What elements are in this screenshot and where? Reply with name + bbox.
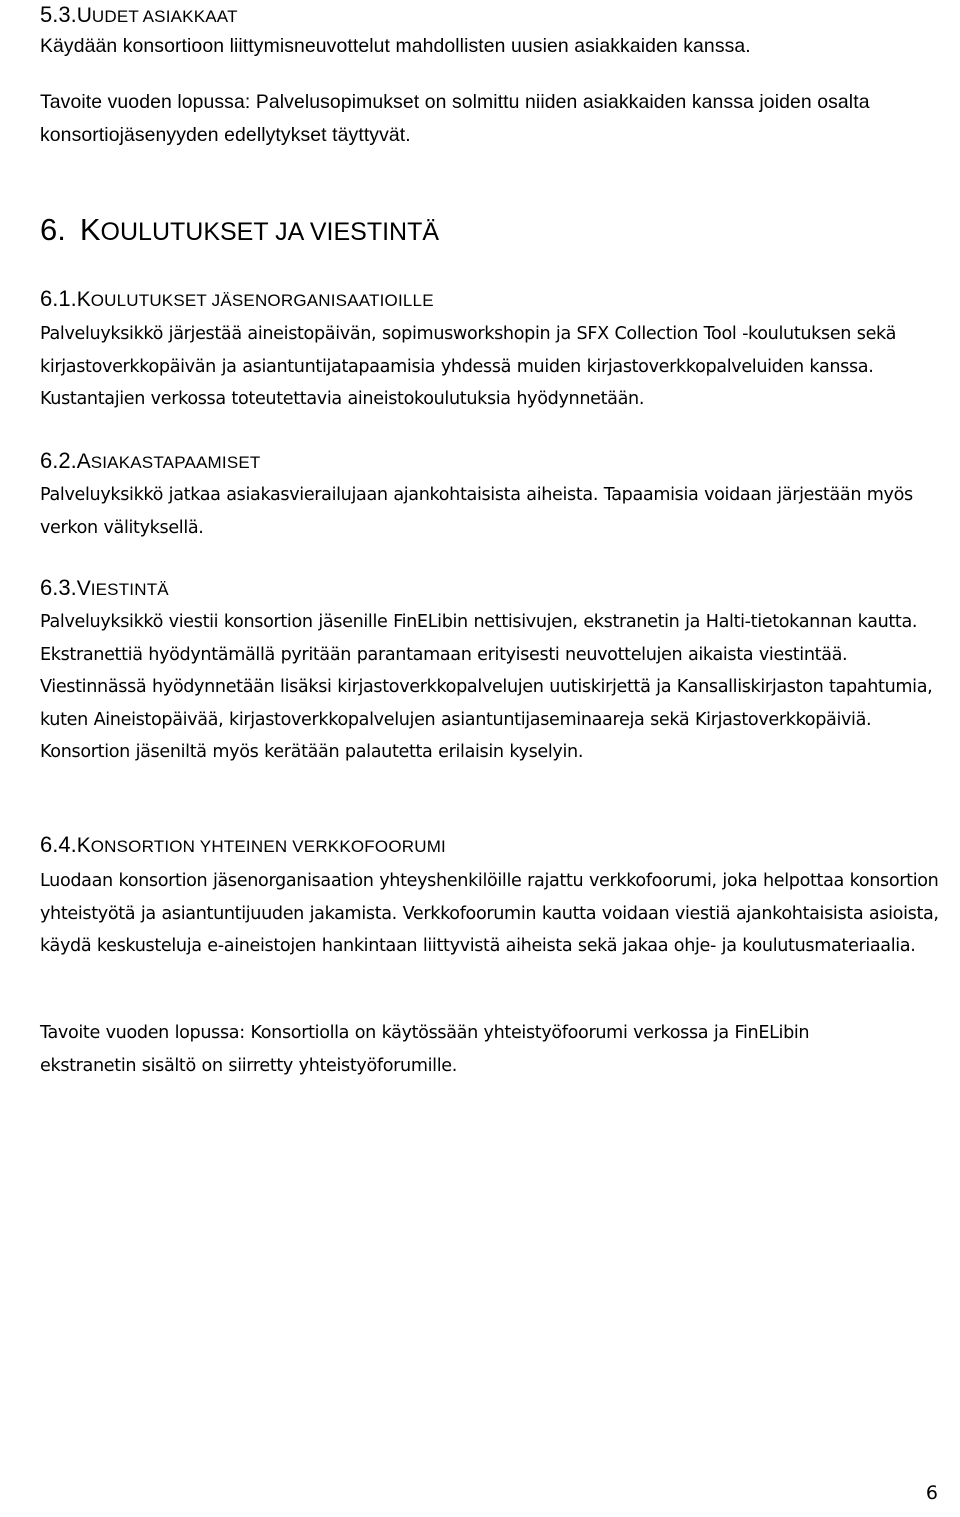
heading-rest: ONSORTION YHTEINEN VERKKOFOORUMI <box>90 837 446 856</box>
heading-number: 6. <box>40 212 66 247</box>
heading-rest: UDET ASIAKKAAT <box>91 7 238 26</box>
heading-number: 6.2. <box>40 448 77 473</box>
heading-rest: IESTINTÄ <box>90 580 169 599</box>
heading-lead: V <box>76 577 91 600</box>
paragraph-6-2: Palveluyksikkö jatkaa asiakasvierailujaan ajankohtaisista aiheista. Tapaamisia voidaan järjestään myös verkon välityksellä. <box>40 485 913 538</box>
heading-number: 6.4. <box>40 832 77 857</box>
heading-number: 6.3. <box>40 575 77 600</box>
heading-lead: K <box>79 212 101 247</box>
heading-lead: K <box>76 834 91 857</box>
heading-6-4 <box>40 832 950 860</box>
heading-6-2 <box>40 448 950 476</box>
heading-5-3 <box>40 2 950 30</box>
heading-rest: OULUTUKSET JA VIESTINTÄ <box>100 218 440 246</box>
paragraph-5-3-1: Käydään konsortioon liittymisneuvottelut mahdollisten uusien asiakkaiden kanssa. <box>40 35 751 57</box>
heading-6-3 <box>40 575 950 603</box>
paragraph-6-4-2: Tavoite vuoden lopussa: Konsortiolla on käytössään yhteistyöfoorumi verkossa ja FinELibin ekstranetin sisältö on siirretty yhteistyöforumille. <box>40 1023 810 1076</box>
heading-lead: U <box>76 4 92 27</box>
heading-number: 6.1. <box>40 286 77 311</box>
heading-rest: OULUTUKSET JÄSENORGANISAATIOILLE <box>90 291 434 310</box>
heading-number: 5.3. <box>40 2 77 27</box>
heading-lead: K <box>76 288 91 311</box>
heading-rest: SIAKASTAPAAMISET <box>90 453 261 472</box>
paragraph-5-3-2: Tavoite vuoden lopussa: Palvelusopimukset on solmittu niiden asiakkaiden kanssa joiden osalta konsortiojäsenyyden edellytykset täyttyvät. <box>40 91 870 146</box>
page-number: 6 <box>925 1482 938 1504</box>
paragraph-6-1: Palveluyksikkö järjestää aineistopäivän, sopimusworkshopin ja SFX Collection Tool -koulutuksen sekä kirjastoverkkopäivän ja asiantuntijatapaamisia yhdessä muiden kirjastoverkkopalveluiden kanssa. Kustantajien verkossa toteutettavia aineistokoulutuksia hyödynnetään. <box>40 324 896 409</box>
paragraph-6-3: Palveluyksikkö viestii konsortion jäsenille FinELibin nettisivujen, ekstranetin ja Halti-tietokannan kautta. Ekstranettiä hyödyntämällä pyritään parantamaan erityisesti neuvottelujen aikaista viestintää. Viestinnässä hyödynnetään lisäksi kirjastoverkkopalvelujen uutiskirjettä ja Kansalliskirjaston tapahtumia, kuten Aineistopäivää, kirjastoverkkopalvelujen asiantuntijaseminaareja sekä Kirjastoverkkopäiviä. Konsortion jäseniltä myös kerätään palautetta erilaisin kyselyin. <box>40 612 933 762</box>
heading-6 <box>40 212 950 250</box>
heading-lead: A <box>76 450 91 473</box>
paragraph-6-4-1: Luodaan konsortion jäsenorganisaation yhteyshenkilöille rajattu verkkofoorumi, joka helpottaa konsortion yhteistyötä ja asiantuntijuuden jakamista. Verkkofoorumin kautta voidaan viestiä ajankohtaisista asioista, käydä keskusteluja e-aineistojen hankintaan liittyvistä aiheista sekä jakaa ohje- ja koulutusmateriaalia. <box>40 871 939 956</box>
heading-6-1 <box>40 286 950 314</box>
